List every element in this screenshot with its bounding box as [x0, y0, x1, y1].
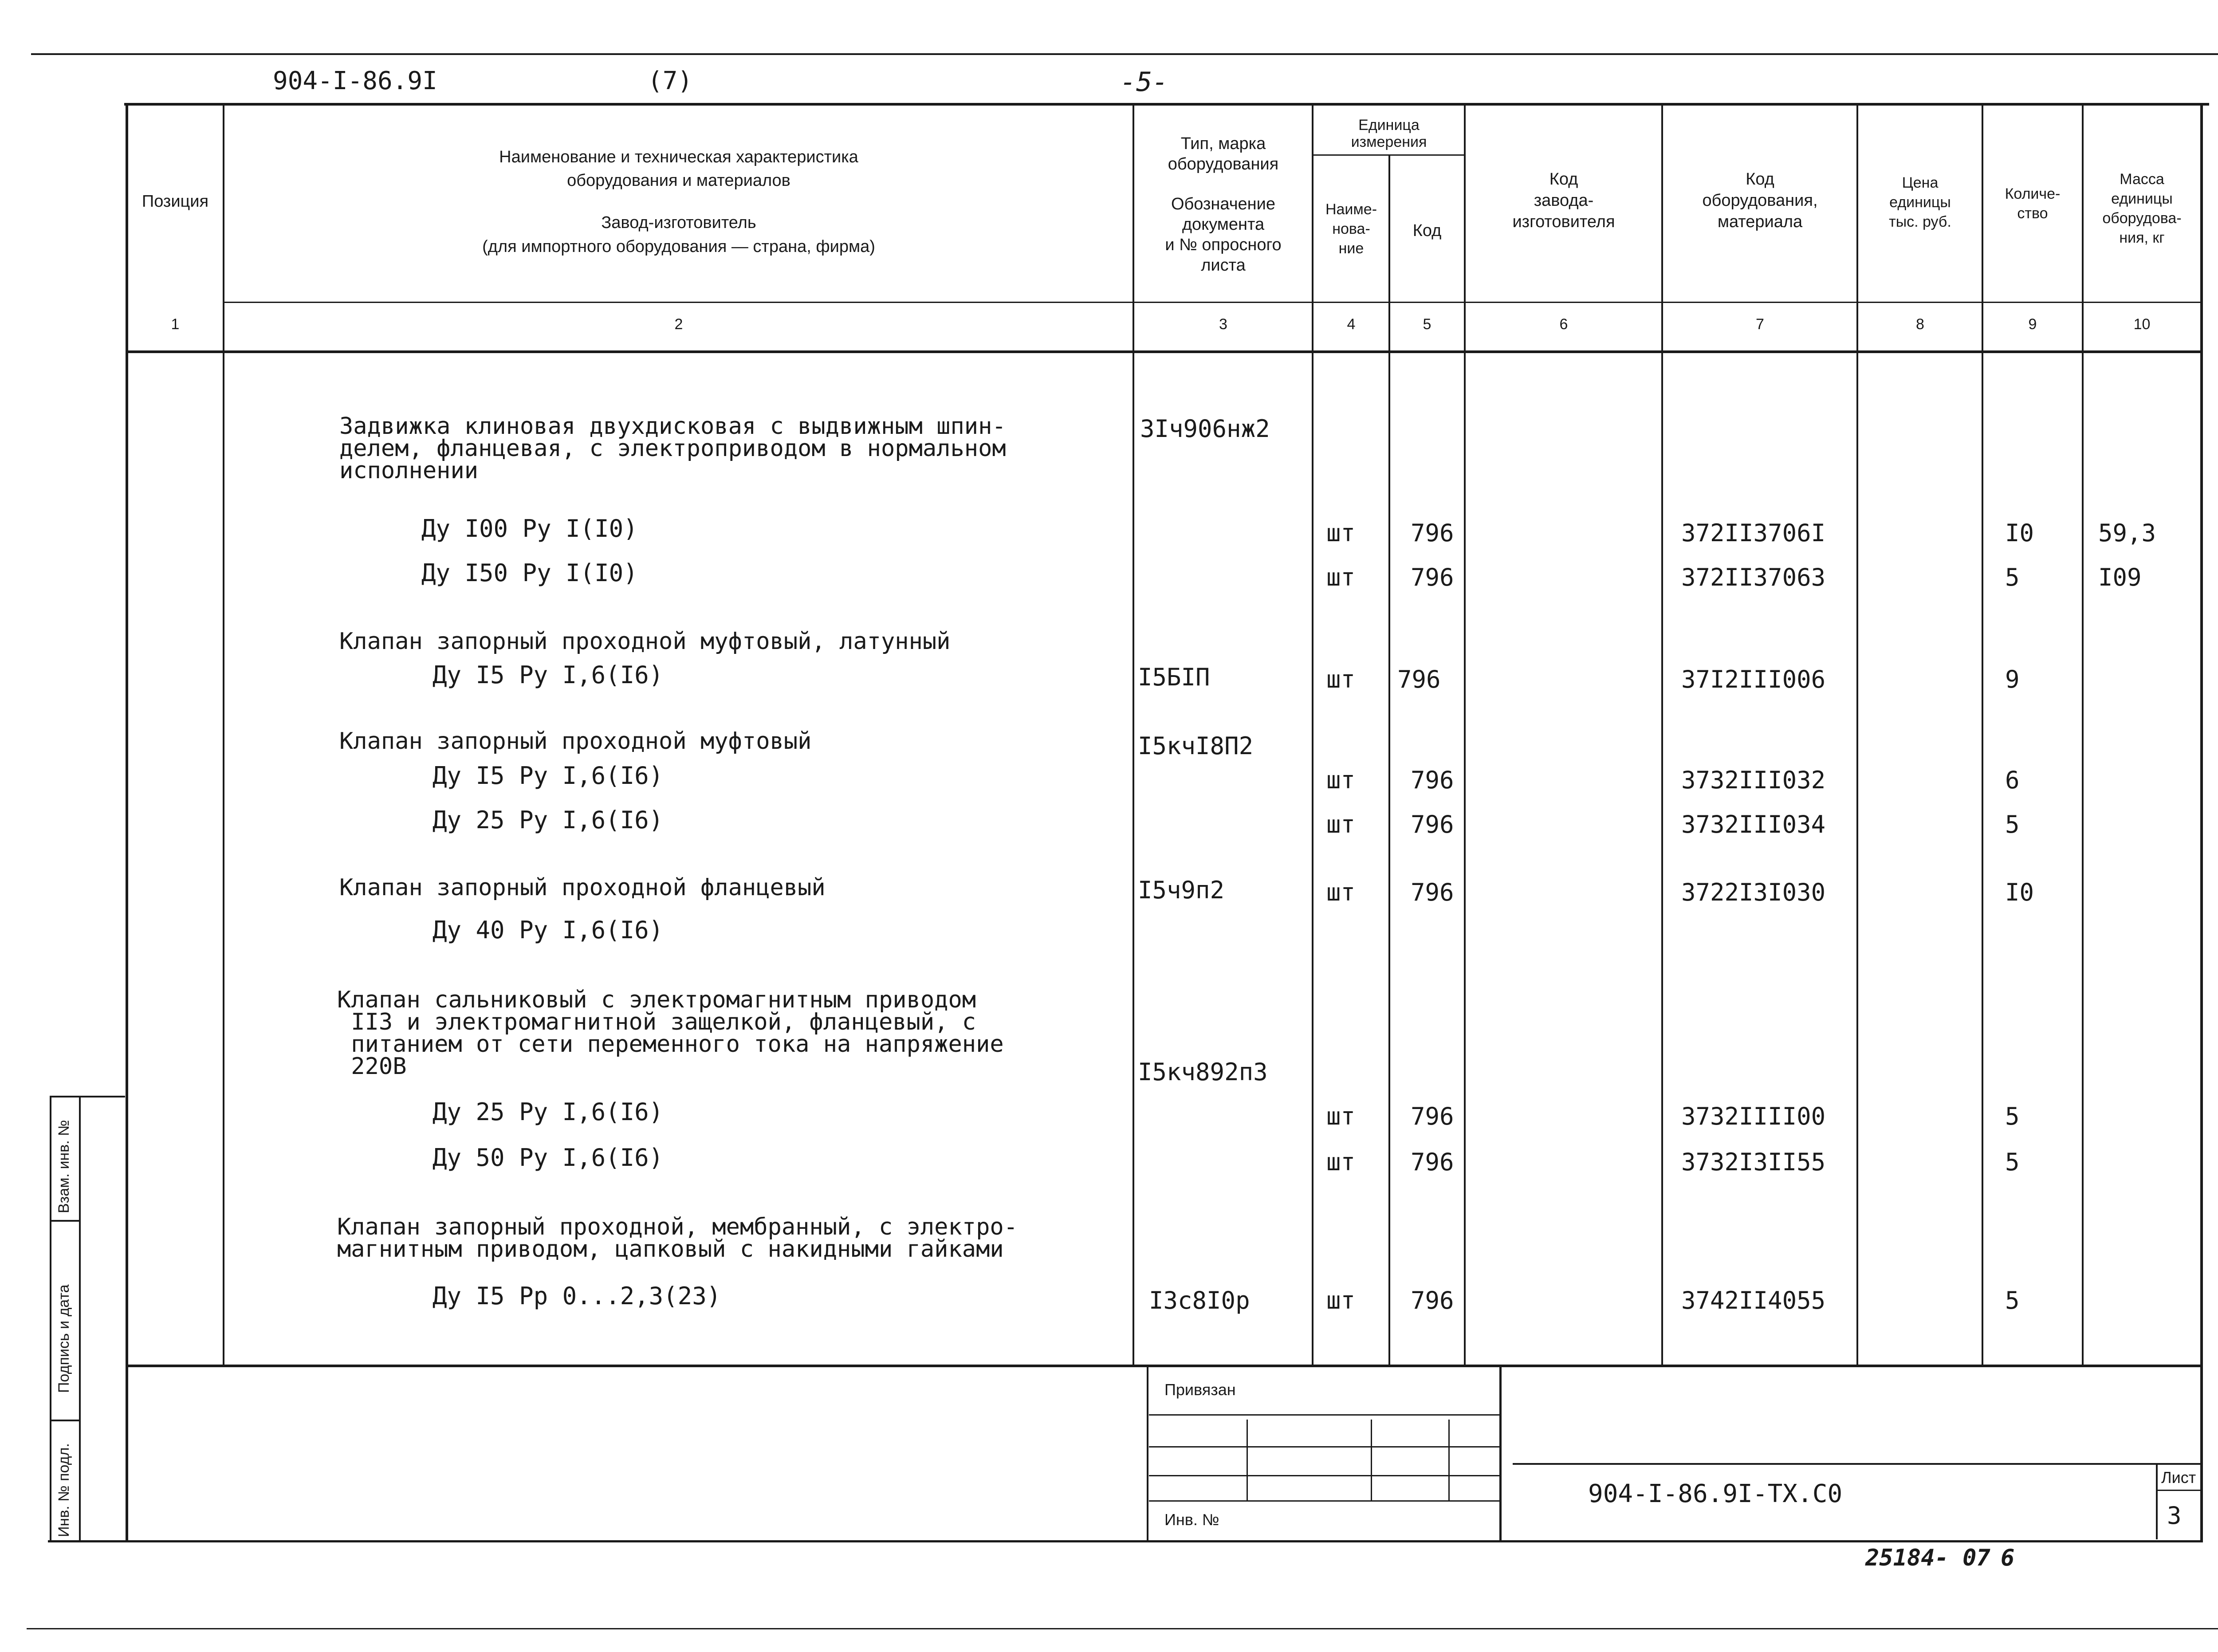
item3-row1-code: 796 — [1411, 766, 1454, 794]
item5-desc-1: Клапан сальниковый с электромагнитным приводом — [337, 987, 976, 1013]
col-number-4: 4 — [1347, 316, 1356, 333]
header-factory-code-1: Код — [1549, 170, 1578, 189]
sheet-box-hline — [2156, 1490, 2200, 1491]
col-line-2 — [1133, 105, 1134, 1367]
col-line-6 — [1661, 105, 1663, 1367]
item6-name: Ду I5 Рр 0...2,3(23) — [433, 1282, 721, 1310]
item6-type: I3с8I0р — [1149, 1286, 1250, 1314]
header-name-2: оборудования и материалов — [567, 171, 790, 190]
item3-desc-1: Клапан запорный проходной муфтовый — [339, 728, 812, 755]
item1-row1-code: 796 — [1411, 519, 1454, 547]
item3-row1-unit: шт — [1326, 766, 1356, 794]
col-number-10: 10 — [2133, 316, 2151, 333]
header-unit-2: измерения — [1351, 134, 1427, 150]
header-equip-code-1: Код — [1746, 170, 1774, 189]
col-line-3 — [1312, 105, 1313, 1367]
item4-unit: шт — [1326, 878, 1356, 906]
side-stamp-top — [50, 1096, 125, 1097]
header-bottom-border — [127, 350, 2201, 353]
item5-row1-unit: шт — [1326, 1102, 1356, 1130]
header-type-3: Обозначение — [1171, 195, 1275, 213]
item5-row2-mat: 3732I3II55 — [1681, 1148, 1826, 1176]
header-equip-code-3: материала — [1717, 212, 1803, 231]
item2-code: 796 — [1397, 665, 1441, 693]
item1-type: 3Iч906нж2 — [1140, 415, 1270, 443]
side-stamp-div1 — [50, 1220, 81, 1222]
item2-type: I5БIП — [1138, 663, 1210, 691]
table-right-border — [2200, 103, 2203, 1542]
item3-type: I5кчI8П2 — [1138, 732, 1254, 760]
stamp-vline-2 — [1371, 1420, 1372, 1502]
vzam-inv-label: Взам. инв. № — [55, 1120, 72, 1213]
item1-row2-mat: 372II37063 — [1681, 563, 1826, 591]
item6-qty: 5 — [2005, 1286, 2020, 1314]
page-number: -5- — [1120, 67, 1168, 98]
col-number-5: 5 — [1423, 316, 1431, 333]
header-mass-1: Масса — [2120, 171, 2164, 188]
item2-unit: шт — [1326, 665, 1356, 693]
item6-desc-2: магнитным приводом, цапковый с накидными гайками — [337, 1236, 1004, 1263]
item3-row2-name: Ду 25 Ру I,6(I6) — [433, 806, 664, 834]
header-factory-code-3: изготовителя — [1512, 212, 1615, 231]
item1-row1-unit: шт — [1326, 519, 1356, 547]
item1-row2-mass: I09 — [2098, 563, 2142, 591]
item1-row2-unit: шт — [1326, 563, 1356, 591]
archive-suffix: 6 — [2001, 1545, 2015, 1571]
item3-row2-qty: 5 — [2005, 810, 2020, 838]
item5-desc-3: питанием от сети переменного тока на напряжение — [337, 1031, 1004, 1058]
item1-desc-1: Задвижка клиновая двухдисковая с выдвижным шпин- — [339, 413, 1006, 440]
col-number-6: 6 — [1559, 316, 1568, 333]
item1-row2-code: 796 — [1411, 563, 1454, 591]
header-unit-name-2: нова- — [1332, 220, 1370, 237]
item1-desc-2: делем, фланцевая, с электроприводом в нормальном — [339, 435, 1006, 462]
header-equip-code-2: оборудования, — [1702, 191, 1818, 210]
header-price-3: тыс. руб. — [1889, 213, 1951, 230]
header-unit-1: Единица — [1358, 117, 1420, 134]
item3-row1-qty: 6 — [2005, 766, 2020, 794]
copy-number: (7) — [648, 67, 693, 95]
archive-number: 25184- 07 — [1865, 1545, 1990, 1571]
privyazan-label: Привязан — [1164, 1381, 1236, 1399]
col-line-4 — [1388, 155, 1390, 1367]
item4-type: I5ч9п2 — [1138, 876, 1225, 904]
item5-desc-2: II3 и электромагнитной защелкой, фланцевый, с — [337, 1009, 976, 1035]
item1-row2-name: Ду I50 Ру I(I0) — [421, 559, 638, 587]
inv-podl-label: Инв. № подл. — [55, 1443, 72, 1537]
item2-mat: 37I2III006 — [1681, 665, 1826, 693]
stamp-mid-line — [1499, 1367, 1502, 1540]
item1-row1-qty: I0 — [2005, 519, 2034, 547]
item1-row1-name: Ду I00 Ру I(I0) — [421, 515, 638, 543]
item4-desc-1: Клапан запорный проходной фланцевый — [339, 874, 826, 901]
item4-name: Ду 40 Ру I,6(I6) — [433, 916, 664, 944]
item5-type: I5кч892п3 — [1138, 1058, 1268, 1086]
item4-qty: I0 — [2005, 878, 2034, 906]
header-price-2: единицы — [1889, 194, 1951, 211]
col-line-1 — [223, 105, 224, 1367]
item1-desc-3: исполнении — [339, 457, 479, 484]
doc-designation: 904-I-86.9I-TX.C0 — [1588, 1479, 1843, 1508]
header-type-4: документа — [1182, 215, 1265, 234]
item2-desc-1: Клапан запорный проходной муфтовый, латунный — [339, 628, 951, 655]
header-qty-2: ство — [2017, 205, 2048, 222]
table-bottom-border — [48, 1540, 2203, 1542]
stamp-left-line — [1147, 1367, 1148, 1540]
col-number-3: 3 — [1219, 316, 1227, 333]
sheet-box-line — [2156, 1464, 2158, 1539]
stamp-line-2 — [1149, 1446, 1499, 1447]
item1-row1-mat: 372II3706I — [1681, 519, 1826, 547]
header-name-4: (для импортного оборудования — страна, фирма) — [482, 237, 875, 256]
item5-row1-mat: 3732IIII00 — [1681, 1102, 1826, 1130]
item4-code: 796 — [1411, 878, 1454, 906]
item5-row2-name: Ду 50 Ру I,6(I6) — [433, 1144, 664, 1172]
header-mass-3: оборудова- — [2102, 210, 2182, 227]
item6-code: 796 — [1411, 1286, 1454, 1314]
col-line-9 — [2082, 105, 2084, 1367]
item5-row1-name: Ду 25 Ру I,6(I6) — [433, 1098, 664, 1126]
doc-code-top: 904-I-86.9I — [273, 67, 437, 95]
item5-row2-code: 796 — [1411, 1148, 1454, 1176]
header-unit-name-3: ние — [1338, 240, 1364, 257]
top-rule — [31, 53, 2218, 55]
stamp-line-1 — [1149, 1414, 1499, 1416]
title-block-line — [1513, 1463, 2200, 1465]
side-stamp-div2 — [50, 1420, 81, 1421]
item5-desc-4: 220В — [337, 1053, 407, 1080]
side-stamp-mid — [79, 1096, 81, 1542]
body-bottom-border — [127, 1365, 2201, 1367]
item3-row2-code: 796 — [1411, 810, 1454, 838]
header-mass-2: единицы — [2111, 190, 2173, 207]
header-position: Позиция — [142, 192, 209, 211]
stamp-line-4 — [1149, 1500, 1499, 1502]
sheet-label: Лист — [2161, 1468, 2196, 1487]
header-type-2: оборудования — [1168, 155, 1279, 173]
stamp-vline-3 — [1448, 1420, 1450, 1502]
header-unit-code: Код — [1412, 221, 1442, 240]
col-number-7: 7 — [1756, 316, 1764, 333]
item3-row1-name: Ду I5 Ру I,6(I6) — [433, 762, 664, 790]
item2-name: Ду I5 Ру I,6(I6) — [433, 661, 664, 689]
header-qty-1: Количе- — [2005, 185, 2061, 202]
sheet-number: 3 — [2167, 1502, 2182, 1530]
header-factory-code-2: завода- — [1534, 191, 1594, 210]
col-number-1: 1 — [171, 316, 180, 333]
table-left-border — [126, 103, 128, 1542]
inv-label: Инв. № — [1164, 1510, 1219, 1529]
item5-row2-unit: шт — [1326, 1148, 1356, 1176]
header-price-1: Цена — [1902, 174, 1939, 191]
item2-qty: 9 — [2005, 665, 2020, 693]
item3-row1-mat: 3732III032 — [1681, 766, 1826, 794]
header-unit-name-1: Наиме- — [1325, 201, 1377, 218]
header-mass-4: ния, кг — [2119, 229, 2165, 246]
header-type-6: листа — [1201, 256, 1246, 275]
header-divider — [224, 302, 2200, 303]
item6-unit: шт — [1326, 1286, 1356, 1314]
table-top-border — [124, 103, 2209, 106]
item5-row1-code: 796 — [1411, 1102, 1454, 1130]
bottom-rule — [27, 1628, 2218, 1629]
col-number-8: 8 — [1916, 316, 1924, 333]
col-number-2: 2 — [674, 316, 683, 333]
unit-header-line — [1313, 154, 1464, 156]
col-line-7 — [1856, 105, 1858, 1367]
header-name-1: Наименование и техническая характеристика — [499, 148, 858, 166]
header-type-1: Тип, марка — [1180, 134, 1266, 153]
col-line-5 — [1464, 105, 1466, 1367]
col-line-8 — [1982, 105, 1983, 1367]
podpis-label: Подпись и дата — [55, 1284, 72, 1393]
item1-row1-mass: 59,3 — [2098, 519, 2156, 547]
stamp-line-3 — [1149, 1475, 1499, 1476]
header-name-3: Завод-изготовитель — [601, 213, 756, 232]
item5-row1-qty: 5 — [2005, 1102, 2020, 1130]
item3-row2-unit: шт — [1326, 810, 1356, 838]
item4-mat: 3722I3I030 — [1681, 878, 1826, 906]
item6-mat: 3742II4055 — [1681, 1286, 1826, 1314]
col-number-9: 9 — [2028, 316, 2037, 333]
item5-row2-qty: 5 — [2005, 1148, 2020, 1176]
item6-desc-1: Клапан запорный проходной, мембранный, с электро- — [337, 1214, 1018, 1240]
stamp-vline-1 — [1247, 1420, 1248, 1502]
side-stamp-left — [50, 1096, 51, 1542]
item1-row2-qty: 5 — [2005, 563, 2020, 591]
header-type-5: и № опросного — [1165, 236, 1282, 254]
item3-row2-mat: 3732III034 — [1681, 810, 1826, 838]
